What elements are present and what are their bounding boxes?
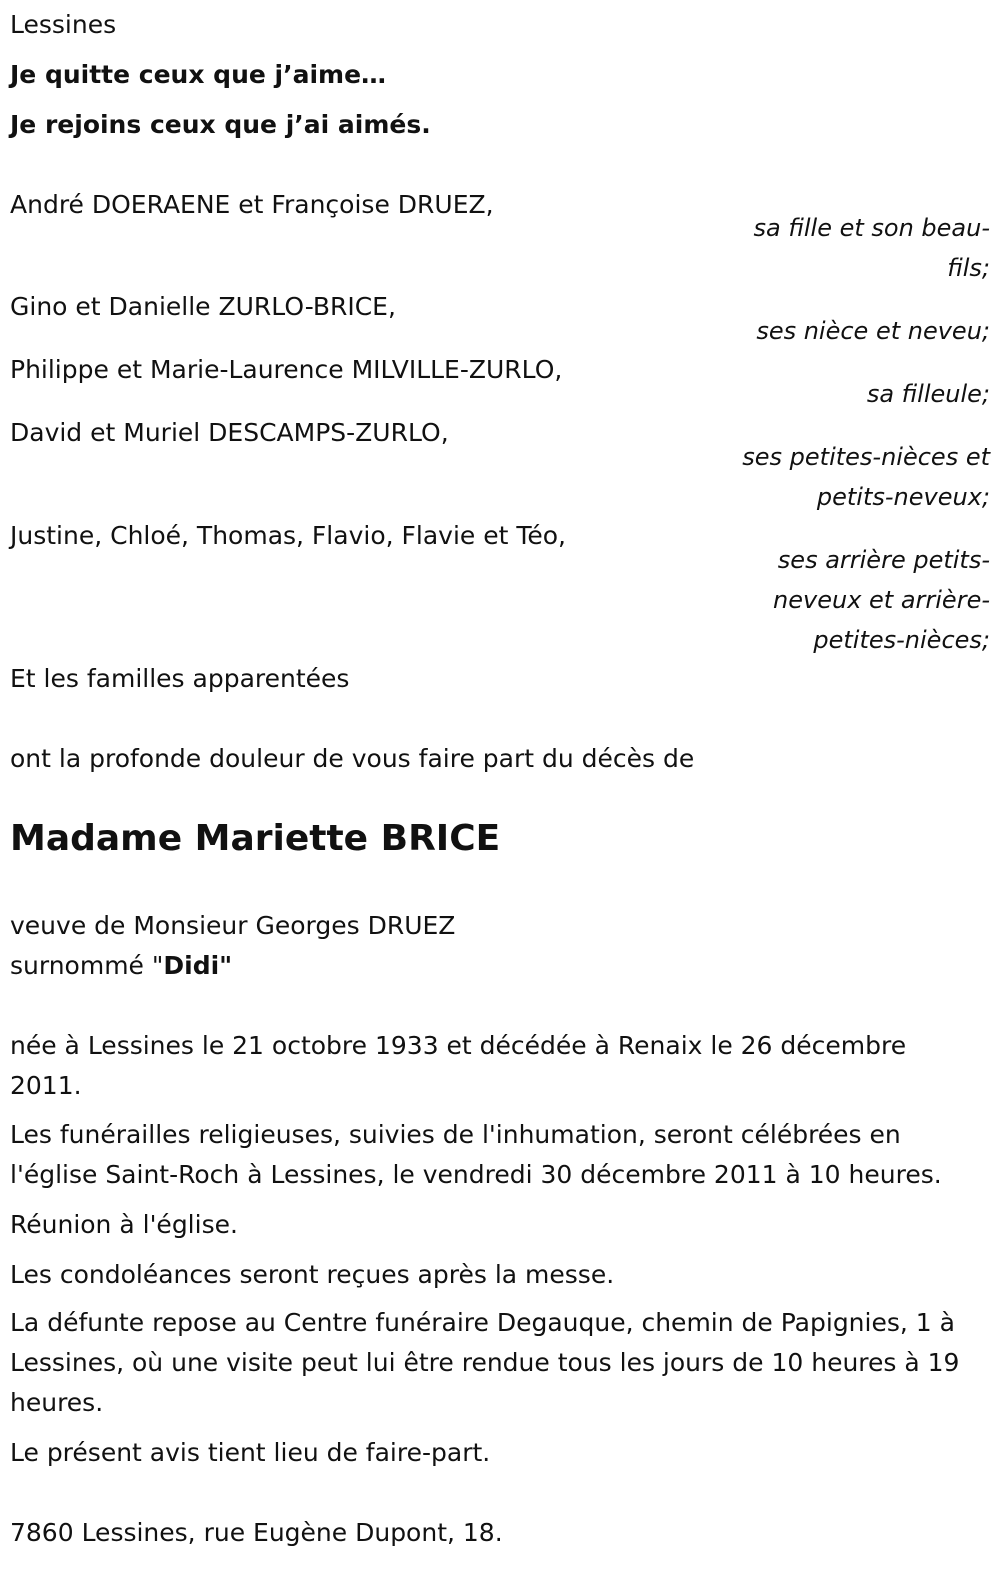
family-names-4: David et Muriel DESCAMPS-ZURLO,	[10, 418, 449, 447]
birth-death-text: née à Lessines le 21 octobre 1933 et décédée à Renaix le 26 décembre 2011.	[10, 1031, 907, 1100]
nickname-line	[10, 946, 232, 986]
meeting-text: Réunion à l'église.	[10, 1210, 238, 1239]
families-line: Et les familles apparentées	[10, 664, 350, 693]
family-relation-5: ses arrière petits-neveux et arrière-petites-nièces;	[773, 546, 990, 654]
family-relation-3: sa filleule;	[866, 380, 990, 408]
family-relation-4: ses petites-nièces et petits-neveux;	[742, 443, 990, 511]
condolences-text: Les condoléances seront reçues après la messe.	[10, 1260, 615, 1289]
quote-line-2: Je rejoins ceux que j’ai aimés.	[10, 110, 431, 139]
announcement-text: ont la profonde douleur de vous faire part du décès de	[10, 744, 695, 773]
notice-text: Le présent avis tient lieu de faire-part.	[10, 1438, 491, 1467]
widow-of-line: veuve de Monsieur Georges DRUEZ	[10, 911, 456, 940]
deceased-name: Madame Mariette BRICE	[10, 818, 501, 859]
family-names-5: Justine, Chloé, Thomas, Flavio, Flavie et Téo,	[10, 521, 566, 550]
nickname-prefix: surnommé "	[10, 951, 164, 980]
rest-text: La défunte repose au Centre funéraire Degauque, chemin de Papignies, 1 à Lessines, où une visite peut lui être rendue tous les jours de 10 heures à 19 heures.	[10, 1308, 960, 1417]
address-line: 7860 Lessines, rue Eugène Dupont, 18.	[10, 1518, 503, 1547]
family-names-2: Gino et Danielle ZURLO-BRICE,	[10, 292, 396, 321]
funeral-text: Les funérailles religieuses, suivies de l'inhumation, seront célébrées en l'église Saint-Roch à Lessines, le vendredi 30 décembre 2011 à 10 heures.	[10, 1120, 942, 1189]
family-relation-2: ses nièce et neveu;	[756, 317, 990, 345]
quote-line-1: Je quitte ceux que j’aime…	[10, 60, 387, 89]
family-relation-1: sa fille et son beau-fils;	[753, 214, 990, 282]
nickname: Didi"	[163, 951, 233, 980]
city-label: Lessines	[10, 10, 117, 39]
family-names-1: André DOERAENE et Françoise DRUEZ,	[10, 190, 494, 219]
family-names-3: Philippe et Marie-Laurence MILVILLE-ZURLO,	[10, 355, 563, 384]
